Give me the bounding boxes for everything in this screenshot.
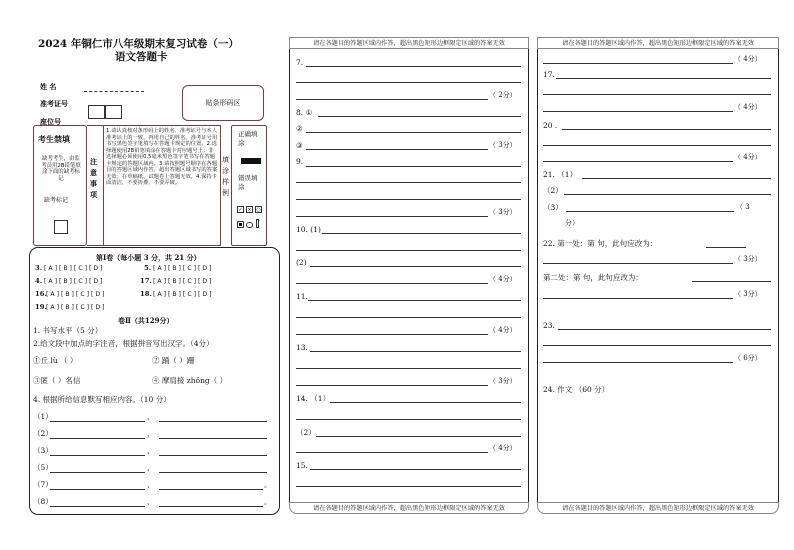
choice-num-3: 3. xyxy=(35,264,43,272)
q21-label-3: （3） xyxy=(543,203,563,212)
choice-num-19: 19. xyxy=(35,303,47,311)
title-line-2: 语文答题卡 xyxy=(115,51,168,63)
dictation-num: （8） xyxy=(33,497,53,506)
answer-line[interactable] xyxy=(543,63,733,64)
q4-label: 4. 根据所给信息默写相应内容。（10 分） xyxy=(33,395,171,404)
answer-line[interactable] xyxy=(296,334,488,335)
dictation-blank-right[interactable] xyxy=(159,455,267,456)
answer-line[interactable] xyxy=(296,182,521,183)
q20-score: （ 4分） xyxy=(734,153,762,161)
q14-label: 14. （1） xyxy=(296,394,331,403)
dictation-num: （7） xyxy=(33,480,53,489)
column-3-bottom-banner: 请在各题目的答题区域内作答，超出黑色矩形边框限定区域的答案无效 xyxy=(537,502,779,514)
dictation-sep: ， xyxy=(147,446,155,455)
q15-label: 15. xyxy=(296,461,308,470)
answer-line[interactable] xyxy=(306,132,521,133)
q9-score: （ 3分） xyxy=(489,208,517,216)
choice-num-18: 18. xyxy=(140,290,152,298)
q13-label: 13. xyxy=(296,343,308,352)
column-2-top-banner: 请在各题目的答题区域内作答，超出黑色矩形边框限定区域的答案无效 xyxy=(289,37,529,49)
dictation-blank-right[interactable] xyxy=(159,438,267,439)
answer-line[interactable] xyxy=(296,250,521,251)
dictation-row xyxy=(33,497,273,509)
column-3-top-banner: 请在各题目的答题区域内作答，超出黑色矩形边框限定区域的答案无效 xyxy=(537,37,779,49)
attention-text xyxy=(103,125,221,246)
dictation-row xyxy=(33,429,273,441)
answer-line[interactable] xyxy=(543,94,771,95)
essay-area[interactable] xyxy=(543,396,771,500)
answer-line[interactable] xyxy=(543,161,733,162)
answer-line[interactable] xyxy=(306,149,488,150)
answer-line[interactable] xyxy=(296,199,521,200)
barcode-label: 贴条形码区 xyxy=(205,99,241,107)
answer-line[interactable] xyxy=(543,362,733,363)
seat-label: 座位号 xyxy=(40,117,61,126)
wrong-label: 错误填涂 xyxy=(238,174,258,191)
dictation-blank-right[interactable] xyxy=(159,506,263,507)
dictation-num: （3） xyxy=(33,446,53,455)
part1-title: 第Ⅰ卷（每小题 3 分，共 21 分） xyxy=(96,253,201,262)
dictation-blank-right[interactable] xyxy=(159,472,267,473)
answer-line[interactable] xyxy=(310,469,521,470)
q7-score: （ 2分） xyxy=(489,91,517,99)
notice-body: 缺考考生，由监考员用2B铅笔填涂下面的缺考标记 xyxy=(41,156,81,182)
answer-line[interactable] xyxy=(306,166,521,167)
q2-answer-4[interactable]: ④ 摩肩接 zhǒng（ ） xyxy=(152,376,228,385)
answer-line[interactable] xyxy=(558,329,771,330)
q10-label: 10. (1) xyxy=(296,225,321,234)
wrong-check-icon: ✓ xyxy=(238,207,243,213)
dictation-sep: ， xyxy=(147,497,155,506)
dictation-end: 。 xyxy=(264,480,272,489)
choice-opts-5[interactable]: [ A ] [ B ] [ C ] [ D ] xyxy=(153,265,212,272)
dictation-num: （2） xyxy=(33,429,53,438)
answer-line[interactable] xyxy=(543,263,733,264)
q14-score: （ 4分） xyxy=(489,444,517,452)
wrong-dot-icon xyxy=(246,222,253,228)
part2-title: 卷Ⅱ（共129分） xyxy=(118,316,174,325)
q8-score: （ 3分） xyxy=(489,141,517,149)
q21-label-2: （2） xyxy=(543,186,563,195)
answer-line[interactable] xyxy=(296,82,521,83)
attention-items: 1.请认真核对条形码上的姓名、准考证号与本人准考证上的一致，再用自己的姓名、准考证号用书写黑色签字笔填写在答题卡规定的位置。2.选择题使用2B铅笔填涂在答题卡对应题号上；非选择题必须使用0.5毫米黑色签字笔书写在答题卡规定的答题区域内。3.请按照题号顺序在各题目的答题区域内作答，超出答题区域书写的答案无效；在草稿纸、试题卷上答题无效。4.保持卡面清洁，不要折叠、不要弄破。 xyxy=(106,128,218,186)
choice-opts-18[interactable]: [ A ] [ B ] [ C ] [ D ] xyxy=(153,291,212,298)
answer-line[interactable] xyxy=(330,402,521,403)
answer-line[interactable] xyxy=(692,281,771,282)
answer-line[interactable] xyxy=(562,129,771,130)
dictation-blank-left[interactable] xyxy=(50,489,145,490)
answer-line[interactable] xyxy=(296,283,488,284)
dictation-row xyxy=(33,412,273,424)
notice-block xyxy=(33,125,267,248)
exam-no-boxes[interactable] xyxy=(88,105,122,119)
answer-line[interactable] xyxy=(310,351,521,352)
q11-score: （ 4分） xyxy=(489,326,517,334)
answer-line[interactable] xyxy=(296,317,521,318)
dictation-blank-right[interactable] xyxy=(159,421,267,422)
q22-first: 22. 第一处：第 句，此句应改为： xyxy=(543,239,658,248)
answer-line[interactable] xyxy=(543,345,771,346)
answer-line[interactable] xyxy=(306,66,521,67)
wrong-half-icon xyxy=(237,221,244,228)
answer-line[interactable] xyxy=(543,111,733,112)
dictation-end: 。 xyxy=(264,497,272,506)
answer-line[interactable] xyxy=(543,298,733,299)
q9-label: 9. xyxy=(296,157,304,166)
exam-no-label: 准考证号 xyxy=(40,99,68,108)
answer-line[interactable] xyxy=(316,436,521,437)
q23-score: （ 6分） xyxy=(734,354,762,362)
answer-line[interactable] xyxy=(296,385,488,386)
dictation-sep: ， xyxy=(147,463,155,472)
wrong-pen-icon xyxy=(256,219,259,228)
answer-line[interactable] xyxy=(706,247,746,248)
q13-score: （ 3分） xyxy=(489,377,517,385)
answer-line[interactable] xyxy=(296,486,521,487)
q8-label-2: ② xyxy=(296,124,303,133)
answer-line[interactable] xyxy=(296,99,488,100)
q23-label: 23. xyxy=(543,321,555,330)
student-forbidden-box xyxy=(33,125,87,246)
dictation-blank-left[interactable] xyxy=(50,421,145,422)
q16-score: （ 4分） xyxy=(734,55,762,63)
choice-opts-16[interactable]: [ A ] [ B ] [ C ] [ D ] xyxy=(46,291,105,298)
answer-line[interactable] xyxy=(296,452,488,453)
q2-answer-1[interactable]: ①丘 lù （ ） xyxy=(33,356,78,365)
answer-line[interactable] xyxy=(318,116,521,117)
attention-label: 注意事项 xyxy=(90,157,97,199)
notice-title: 考生禁填 xyxy=(38,134,70,144)
q17-label: 17. xyxy=(543,70,555,79)
answer-line[interactable] xyxy=(564,194,771,195)
q11-label: 11. xyxy=(296,292,308,301)
choice-opts-19[interactable]: [ A ] [ B ] [ C ] [ D ] xyxy=(46,304,105,311)
q2-answer-2[interactable]: ② 踊（ ）跚 xyxy=(152,356,195,365)
answer-line[interactable] xyxy=(566,211,734,212)
attention-col xyxy=(87,125,103,246)
column-2-bottom-banner: 请在各题目的答题区域内作答，超出黑色矩形边框限定区域的答案无效 xyxy=(289,502,529,514)
choice-opts-17[interactable]: [ A ] [ B ] [ C ] [ D ] xyxy=(153,278,212,285)
choice-num-17: 17. xyxy=(140,277,152,285)
q22-second: 第二处：第 句，此句应改为： xyxy=(543,273,643,282)
q17-score: （ 4分） xyxy=(734,103,762,111)
answer-line[interactable] xyxy=(582,178,771,179)
q2-label: 2.给文段中加点的字注音，根据拼音写出汉字。（4分） xyxy=(33,339,214,348)
absent-label: 缺考标记 xyxy=(44,197,69,204)
q10-score: （ 4分） xyxy=(489,275,517,283)
answer-line[interactable] xyxy=(310,266,521,267)
dictation-num: （1） xyxy=(33,412,53,421)
q22-first-score: （ 3分） xyxy=(734,255,762,263)
choice-num-16: 16. xyxy=(35,290,47,298)
choice-opts-3[interactable]: [ A ] [ B ] [ C ] [ D ] xyxy=(44,265,103,272)
answer-line[interactable] xyxy=(296,216,488,217)
fill-example-label: 填涂样例 xyxy=(222,156,229,197)
fill-example-box xyxy=(231,125,267,246)
answer-line[interactable] xyxy=(296,368,521,369)
q10-label-2: (2) xyxy=(296,258,307,267)
dictation-row xyxy=(33,480,273,492)
q7-label: 7. xyxy=(296,58,304,67)
q21-3-score: （ 3 xyxy=(736,203,750,211)
dictation-sep: ， xyxy=(147,480,155,489)
name-field[interactable] xyxy=(84,91,144,92)
correct-fill-sample xyxy=(241,158,261,164)
q21-3-score-tail: 分） xyxy=(565,219,579,227)
dictation-sep: ， xyxy=(147,429,155,438)
dictation-blank-left[interactable] xyxy=(50,506,145,507)
q14-label-2: （2） xyxy=(296,428,316,437)
q8-label: 8. ① xyxy=(296,108,313,117)
title-line-1: 2024 年铜仁市八年级期末复习试卷（一） xyxy=(38,38,239,50)
dictation-row xyxy=(33,463,273,475)
q8-label-3: ③ xyxy=(296,141,303,150)
wrong-cross-icon: × xyxy=(247,207,252,213)
answer-line[interactable] xyxy=(543,145,771,146)
dictation-blank-left[interactable] xyxy=(50,438,145,439)
choice-num-5: 5. xyxy=(144,264,152,272)
name-label: 姓 名 xyxy=(40,82,57,91)
q20-label: 20 . xyxy=(543,121,558,130)
q21-label: 21. （1） xyxy=(543,170,578,179)
dictation-row xyxy=(33,446,273,458)
answer-line[interactable] xyxy=(308,300,521,301)
dictation-blank-left[interactable] xyxy=(50,455,145,456)
q22-second-score: （ 3分） xyxy=(734,290,762,298)
dictation-blank-right[interactable] xyxy=(159,489,263,490)
dictation-blank-left[interactable] xyxy=(50,472,145,473)
dictation-sep: ， xyxy=(147,412,155,421)
q24-label: 24. 作文 （60 分） xyxy=(543,385,610,394)
wrong-circle-icon: ○ xyxy=(256,207,261,213)
answer-line[interactable] xyxy=(322,233,521,234)
correct-label: 正确填涂 xyxy=(238,130,258,147)
fill-example-col xyxy=(221,125,231,246)
q2-answer-3[interactable]: ③匿（ ）名信 xyxy=(33,376,81,385)
dictation-num: （5） xyxy=(33,463,53,472)
answer-line[interactable] xyxy=(296,419,521,420)
choice-num-4: 4. xyxy=(35,277,43,285)
barcode-area xyxy=(182,85,264,121)
q1-label: 1. 书写水平（5 分） xyxy=(33,326,103,335)
choice-opts-4[interactable]: [ A ] [ B ] [ C ] [ D ] xyxy=(44,278,103,285)
absent-mark-box[interactable] xyxy=(54,220,68,234)
answer-line[interactable] xyxy=(556,78,771,79)
